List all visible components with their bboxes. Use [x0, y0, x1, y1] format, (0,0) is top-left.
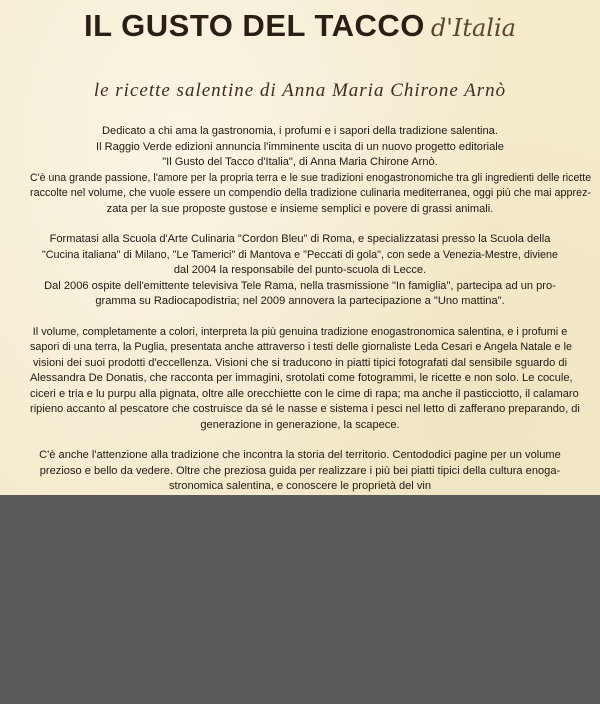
text-line: Dal 2006 ospite dell'emittente televisiva Tele Rama, nella trasmissione "In famiglia", partecipa ad un pro-: [44, 279, 556, 292]
title-main: IL GUSTO DEL TACCO: [84, 8, 425, 43]
text-line: stronomica salentina, e conoscere le proprietà del vin: [168, 480, 432, 492]
text-line: visioni dei suoi prodotti d'eccellenza. Visioni che si traducono in piatti tipici fotografati dal sensibile sguardo di: [32, 356, 568, 369]
grey-overlay: [0, 495, 600, 704]
text-line: Alessandra De Donatis, che racconta per immagini, srotolati come fotogrammi, le ricette e non solo. Le cocule,: [30, 372, 573, 384]
text-line: Formatasi alla Scuola d'Arte Culinaria "Cordon Bleu" di Roma, e specializzatasi presso la Scuola della: [49, 233, 551, 245]
text-line: zata per la sue proposte gustose e insieme semplici e povere di grassi animali.: [106, 202, 494, 215]
text-line: "Cucina italiana" di Milano, "Le Tamerici" di Mantova e "Peccati di gola", con sede a Venezia-Mestre, diviene: [41, 248, 559, 261]
text-line: ciceri e tria e lu purpu alla pignata, oltre alle orecchiette con le cime di rapa; ma anche il pasticciotto, il calamaro: [30, 387, 579, 400]
text-line: raccolte nel volume, che vuole essere un compendio della tradizione culinaria mediterranea, oggi più che mai apprez-: [30, 187, 592, 199]
paragraph-intro: [30, 124, 592, 217]
text-line: Dedicato a chi ama la gastronomia, i profumi e i sapori della tradizione salentina.: [102, 125, 498, 137]
text-line: ripieno accanto al pescatore che costruisce da sé le nasse e sistema i pesci nel letto di zafferano preparando, di: [30, 403, 580, 415]
text-line: Il volume, completamente a colori, interpreta la più genuina tradizione enogastronomica salentina, e i profumi e: [32, 325, 568, 338]
text-line: Il Raggio Verde edizioni annuncia l'imminente uscita di un nuovo progetto editoriale: [96, 140, 504, 153]
paragraph-author: [30, 232, 570, 310]
text-line: C'è anche l'attenzione alla tradizione che incontra la storia del territorio. Centododici pagine per un volume: [39, 449, 561, 461]
text-line: sapori di una terra, la Puglia, presentata anche attraverso i testi delle giornaliste Leda Cesari e Angela Natale e le: [30, 341, 572, 353]
page-title: [0, 8, 600, 44]
subtitle: le ricette salentine di Anna Maria Chirone Arnò: [93, 80, 507, 101]
text-line: generazione in generazione, la scapece.: [200, 418, 400, 431]
title-suffix: d'Italia: [430, 14, 516, 42]
paragraph-territory: [30, 448, 570, 495]
text-line: gramma su Radiocapodistria; nel 2009 annovera la partecipazione a "Uno mattina".: [95, 295, 505, 307]
text-line: dal 2004 la responsabile del punto-scuola di Lecce.: [173, 264, 427, 276]
text-line: prezioso e bello da vedere. Oltre che preziosa guida per realizzare i più bei piatti tipici della cultura enoga-: [39, 464, 561, 477]
paragraph-volume: [30, 325, 580, 434]
text-line: C'è una grande passione, l'amore per la propria terra e le sue tradizioni enogastronomiche tra gli ingredienti delle ricette: [30, 171, 592, 184]
text-line: "Il Gusto del Tacco d'Italia", di Anna Maria Chirone Arnò.: [162, 156, 438, 168]
article-body: [30, 124, 592, 510]
